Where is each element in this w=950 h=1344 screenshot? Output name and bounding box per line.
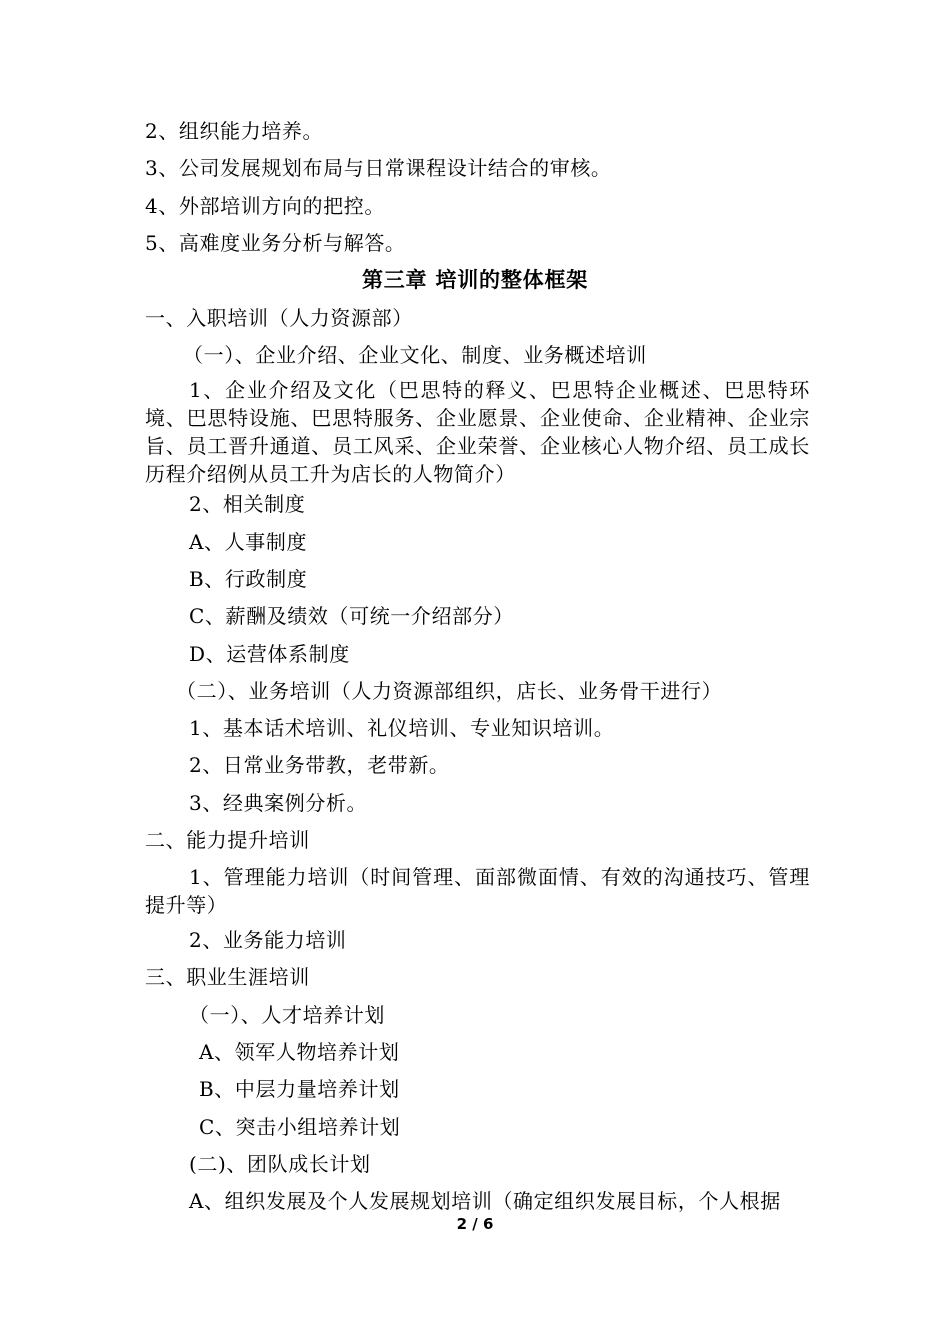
list-item: 4、外部培训方向的把控。 — [145, 194, 385, 218]
section-heading: 三、职业生涯培训 — [145, 965, 310, 989]
paragraph: 1、管理能力培训（时间管理、面部微面情、有效的沟通技巧、管理提升等） — [145, 865, 810, 917]
list-item: B、中层力量培养计划 — [199, 1077, 400, 1101]
subsection-heading: （一）、企业介绍、企业文化、制度、业务概述培训 — [183, 343, 647, 367]
chapter-heading: 第三章 培训的整体框架 — [361, 268, 589, 292]
subsection-heading: （一）、人才培养计划 — [189, 1003, 385, 1027]
paragraph: 1、企业介绍及文化（巴思特的释义、巴思特企业概述、巴思特环境、巴思特设施、巴思特服务、企业愿景、企业使命、企业精神、企业宗旨、员工晋升通道、员工风采、企业荣誉、企业核心人物介绍、员工成长历程介绍例从员工升为店长的人物简介） — [145, 378, 810, 486]
list-item: 2、日常业务带教，老带新。 — [189, 753, 450, 777]
list-item: A、人事制度 — [189, 530, 308, 554]
list-item: C、薪酬及绩效（可统一介绍部分） — [189, 604, 514, 628]
list-item: A、领军人物培养计划 — [199, 1040, 400, 1064]
list-item: 3、经典案例分析。 — [189, 791, 368, 815]
list-item: A、组织发展及个人发展规划培训（确定组织发展目标，个人根据 — [189, 1189, 781, 1213]
list-item: D、运营体系制度 — [189, 642, 350, 666]
list-item: 5、高难度业务分析与解答。 — [145, 231, 406, 255]
subsection-heading: （二）、业务培训（人力资源部组织，店长、业务骨干进行） — [176, 679, 723, 703]
list-item: 3、公司发展规划布局与日常课程设计结合的审核。 — [145, 156, 612, 180]
list-item: C、突击小组培养计划 — [199, 1115, 401, 1139]
page-number: 2 / 6 — [456, 1215, 494, 1233]
list-item: B、行政制度 — [189, 567, 308, 591]
section-heading: 一、入职培训（人力资源部） — [145, 306, 413, 330]
list-item: 2、业务能力培训 — [189, 928, 347, 952]
subsection-heading: (二)、团队成长计划 — [189, 1152, 371, 1176]
list-item: 2、相关制度 — [189, 492, 306, 516]
list-item: 1、基本话术培训、礼仪培训、专业知识培训。 — [189, 716, 615, 740]
list-item: 2、组织能力培养。 — [145, 119, 324, 143]
section-heading: 二、能力提升培训 — [145, 828, 310, 852]
